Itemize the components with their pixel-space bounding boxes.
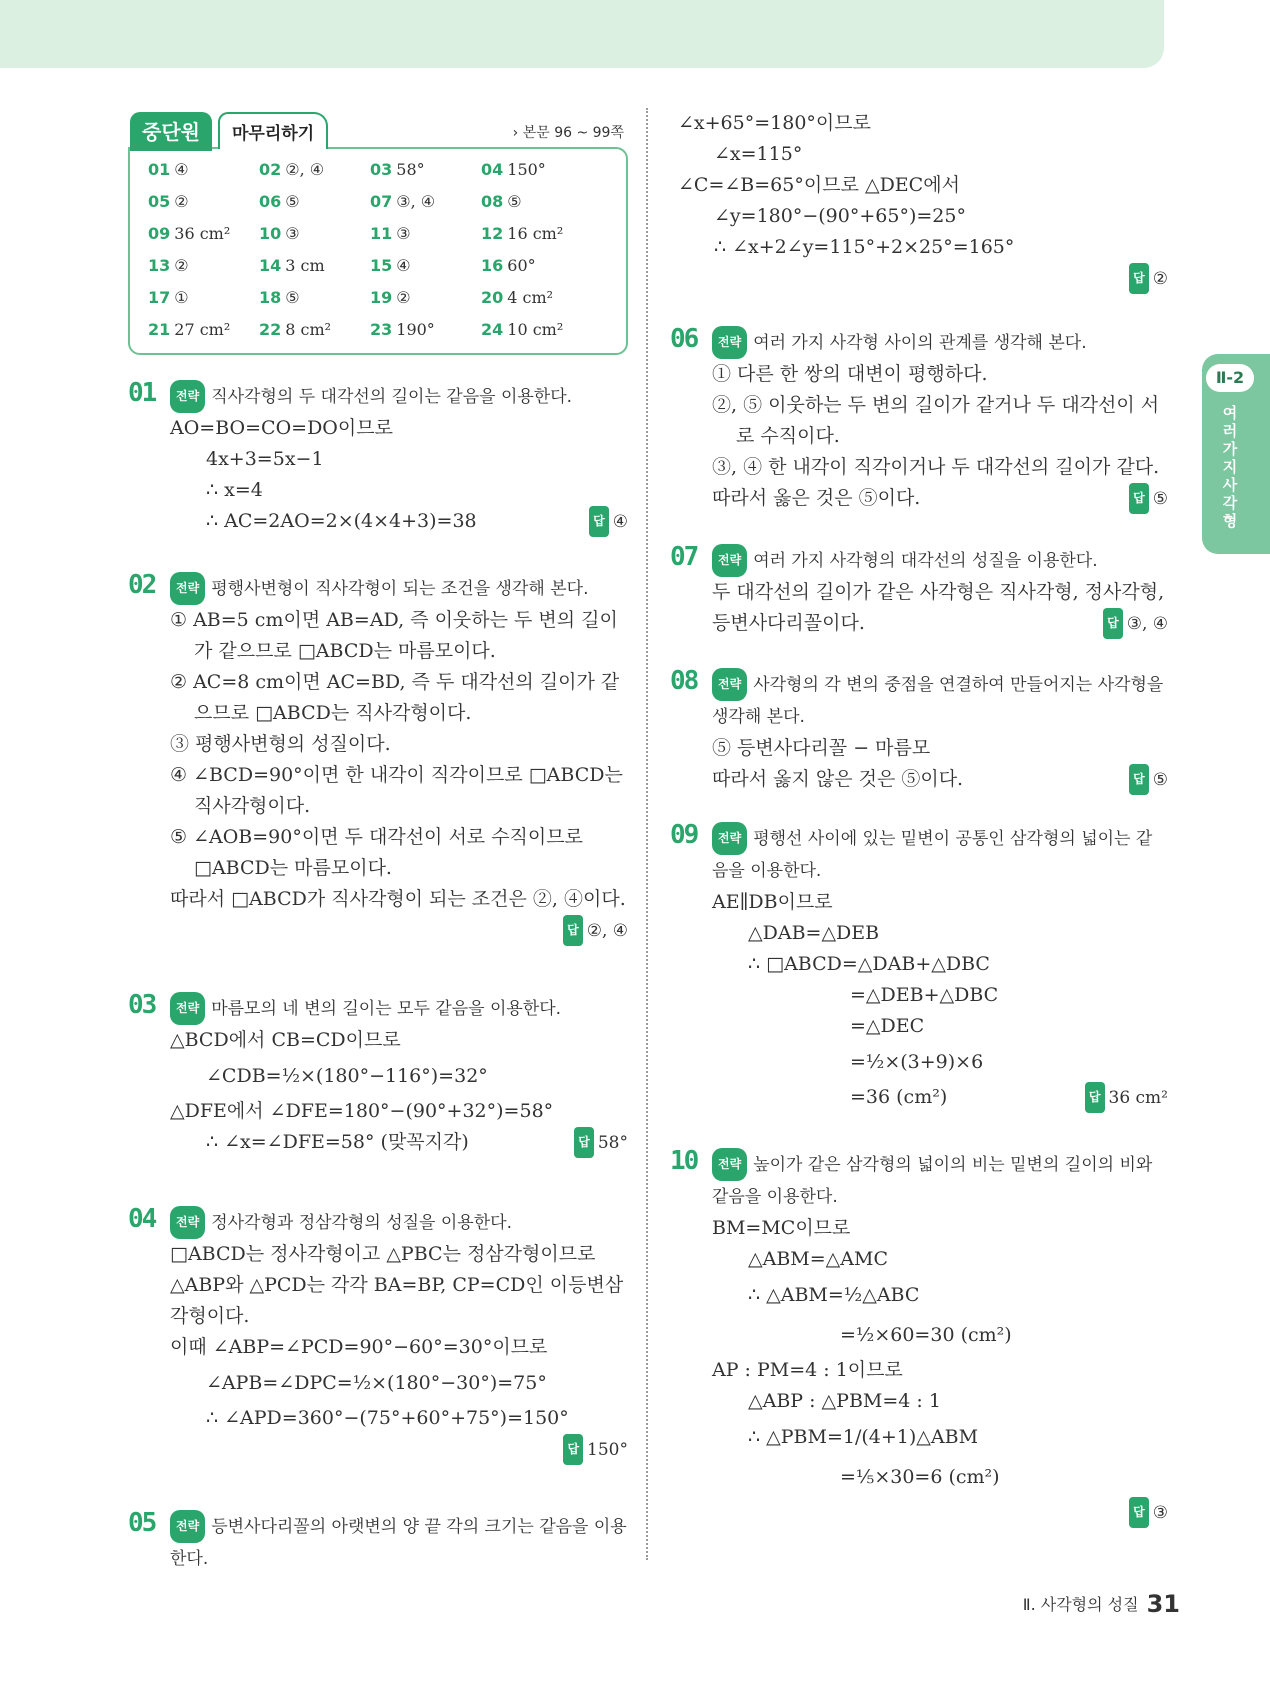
answer-key-value: 8 cm² [285,320,332,339]
answer-badge: 답 [563,1434,583,1465]
problem-number: 05 [128,1508,156,1538]
solution-line: △DAB=△DEB [748,922,880,944]
strategy-badge: 전략 [170,1206,205,1239]
problem-number: 09 [670,820,698,850]
answer-key-item [259,221,370,247]
answer-key-number: 05 [148,192,171,211]
answer-key-number: 20 [481,288,504,307]
problem-number: 01 [128,378,156,408]
solution-line: 두 대각선의 길이가 같은 사각형은 직사각형, 정사각형, 등변사다리꼴이다. [712,581,1165,634]
strategy-text: 여러 가지 사각형 사이의 관계를 생각해 본다. [753,333,1087,353]
answer-badge: 답 [1103,608,1123,639]
strategy-text: 마름모의 네 변의 길이는 모두 같음을 이용한다. [211,999,562,1019]
answer-key-tab: 중단원 [130,112,212,151]
page-number: 31 [1146,1590,1180,1618]
solution-line: ∴ □ABCD=△DAB+△DBC [748,953,990,975]
answer-badge: 답 [574,1127,594,1158]
answer-key-value: 27 cm² [174,320,231,339]
answer-key-item [148,189,259,215]
solution-line: △DFE에서 ∠DFE=180°−(90°+32°)=58° [170,1100,554,1122]
solution-line: BM=MC이므로 [712,1217,851,1239]
solution-line: ⑤ ∠AOB=90°이면 두 대각선이 서로 수직이므로 □ABCD는 마름모이다. [170,826,583,879]
solution-line: =△DEB+△DBC [850,984,999,1006]
answer-key-item [148,157,259,183]
solution-line: =½×60=30 (cm²) [840,1324,1012,1346]
solution-line: ∴ ∠x+2∠y=115°+2×25°=165° [714,236,1015,258]
solution-line: ∴ △ABM=½△ABC [748,1284,920,1306]
strategy-text: 평행사변형이 직사각형이 되는 조건을 생각해 본다. [211,579,589,599]
strategy-badge: 전략 [170,992,205,1025]
problem-number: 04 [128,1204,156,1234]
column-divider [646,108,648,1560]
answer-key-number: 12 [481,224,504,243]
answer-value: ③, ④ [1126,614,1168,634]
solution-line: ∠y=180°−(90°+65°)=25° [714,205,966,227]
answer-key-item [370,285,481,311]
solution-line: △ABP : △PBM=4 : 1 [748,1390,941,1412]
answer [563,915,628,947]
solution-line: 4x+3=5x−1 [206,448,324,470]
answer-value: ⑤ [1152,489,1168,509]
solution-line: ③ 평행사변형의 성질이다. [170,733,391,755]
solution-line: =36 (cm²) [850,1086,948,1108]
problem-number: 06 [670,324,698,354]
answer [1129,263,1168,295]
answer-key-item [481,285,592,311]
answer [1103,608,1168,640]
solution-line: △ABP와 △PCD는 각각 BA=BP, CP=CD인 이등변삼각형이다. [170,1274,624,1327]
solution-line: 이때 ∠ABP=∠PCD=90°−60°=30°이므로 [170,1336,548,1358]
problem-04 [128,1206,628,1466]
answer-key-value: ②, ④ [285,160,325,179]
answer-badge: 답 [589,506,609,537]
answer [1129,1497,1168,1529]
answer-value: ④ [612,512,628,532]
solution-line: ② AC=8 cm이면 AC=BD, 즉 두 대각선의 길이가 같으므로 □ABCD는 직사각형이다. [170,671,620,724]
strategy-badge: 전략 [712,326,747,359]
solution-line: ∠C=∠B=65°이므로 △DEC에서 [678,174,960,196]
strategy-badge: 전략 [712,822,747,855]
answer-key-number: 03 [370,160,393,179]
strategy-badge: 전략 [712,1148,747,1181]
answer [574,1127,628,1159]
answer-key-number: 02 [259,160,282,179]
answer-key-header [128,108,628,148]
solution-line: ∴ ∠x=∠DFE=58° (맞꼭지각) [206,1131,469,1153]
answer-key-item [370,221,481,247]
solution-line: △BCD에서 CB=CD이므로 [170,1029,401,1051]
answer-key-value: 58° [396,160,425,179]
answer-key-number: 17 [148,288,171,307]
answer-key-value: ② [174,192,189,211]
answer-key-item [259,157,370,183]
answer-badge: 답 [1129,483,1149,514]
solution-line: AE∥DB이므로 [712,891,833,913]
answer-key-item [481,253,592,279]
answer-key-item [148,253,259,279]
chapter-code: Ⅱ-2 [1206,364,1254,392]
top-band [0,0,1164,68]
strategy-text: 사각형의 각 변의 중점을 연결하여 만들어지는 사각형을 생각해 본다. [712,675,1164,727]
problem-06 [670,326,1168,515]
answer-key-value: 3 cm [285,256,325,275]
answer-value: 58° [597,1133,628,1153]
chapter-side-tab [1202,354,1270,554]
answer-key-item [370,157,481,183]
answer-key-number: 23 [370,320,393,339]
problem-number: 07 [670,542,698,572]
answer-key-item [259,285,370,311]
answer-key-number: 07 [370,192,393,211]
answer-key-value: 36 cm² [174,224,231,243]
problem-02 [128,572,628,947]
answer-key-value: 60° [507,256,536,275]
problem-05 [128,1510,628,1575]
strategy-badge: 전략 [170,380,205,413]
answer-value: ③ [1152,1503,1168,1523]
answer-key-item [370,253,481,279]
solution-line: ∠APB=∠DPC=½×(180°−30°)=75° [206,1372,547,1394]
answer-key-number: 01 [148,160,171,179]
solution-line: ②, ⑤ 이웃하는 두 변의 길이가 같거나 두 대각선이 서로 수직이다. [712,394,1160,447]
problem-10 [670,1148,1168,1529]
answer-key-value: ④ [174,160,189,179]
answer-key-number: 15 [370,256,393,275]
solution-line: =⅕×30=6 (cm²) [840,1466,1000,1488]
answer-key-value: 190° [396,320,435,339]
answer-key-value: ② [174,256,189,275]
chapter-side-title: 여러가지사각형 [1222,404,1238,530]
answer-badge: 답 [563,915,583,946]
answer-key-item [481,189,592,215]
answer-badge: 답 [1085,1082,1105,1113]
answer-key-number: 10 [259,224,282,243]
answer-key-item [148,285,259,311]
solution-line: ∴ ∠APD=360°−(75°+60°+75°)=150° [206,1407,569,1429]
answer-key-item [370,317,481,343]
problem-number: 03 [128,990,156,1020]
answer-key-value: 150° [507,160,546,179]
answer-key-item [259,317,370,343]
problem-number: 08 [670,666,698,696]
answer-value: 150° [587,1440,628,1460]
strategy-text: 평행선 사이에 있는 밑변이 공통인 삼각형의 넓이는 같음을 이용한다. [712,829,1153,881]
strategy-text: 정사각형과 정삼각형의 성질을 이용한다. [211,1213,512,1233]
answer-key-number: 11 [370,224,393,243]
answer-badge: 답 [1129,263,1149,294]
solution-line: 따라서 옳지 않은 것은 ⑤이다. [712,768,964,790]
answer-key-number: 08 [481,192,504,211]
answer-badge: 답 [1129,1497,1149,1528]
answer [563,1434,628,1466]
answer-key-value: ③, ④ [396,192,436,211]
strategy-text: 등변사다리꼴의 아랫변의 양 끝 각의 크기는 같음을 이용한다. [170,1517,627,1569]
answer-key-item [370,189,481,215]
answer [1085,1082,1168,1114]
answer-key-box [128,147,628,355]
answer-key-page-ref: › 본문 96 ~ 99쪽 [512,125,624,141]
answer-key-number: 18 [259,288,282,307]
answer-value: ⑤ [1152,770,1168,790]
solution-line: ∴ △PBM=1/(4+1)△ABM [748,1426,979,1448]
solution-line: △ABM=△AMC [748,1248,888,1270]
answer-key-value: 10 cm² [507,320,564,339]
strategy-text: 여러 가지 사각형의 대각선의 성질을 이용한다. [753,551,1098,571]
problem-07 [670,544,1168,640]
answer-key-value: ④ [396,256,411,275]
answer [1129,764,1168,796]
answer-key-item [148,317,259,343]
answer-value: ② [1152,269,1168,289]
answer-key-number: 14 [259,256,282,275]
solution-line: 따라서 □ABCD가 직사각형이 되는 조건은 ②, ④이다. [170,888,626,910]
answer-key-value: ① [174,288,189,307]
strategy-badge: 전략 [170,1510,205,1543]
answer-key-item [481,157,592,183]
answer-value: ②, ④ [586,921,628,941]
answer-key-number: 04 [481,160,504,179]
solution-line: ④ ∠BCD=90°이면 한 내각이 직각이므로 □ABCD는 직사각형이다. [170,764,623,817]
answer-key-value: ③ [285,224,300,243]
answer-key-item [481,221,592,247]
answer-key-value: ⑤ [285,288,300,307]
problem-number: 02 [128,570,156,600]
strategy-badge: 전략 [170,572,205,605]
answer-key-number: 19 [370,288,393,307]
solution-line: ∠CDB=½×(180°−116°)=32° [206,1065,488,1087]
answer-key-value: ② [396,288,411,307]
answer-key-value: ⑤ [285,192,300,211]
answer-key-number: 21 [148,320,171,339]
problem-09 [670,822,1168,1114]
answer-key-item [259,189,370,215]
problem-05-continued [670,108,1168,295]
problem-03 [128,992,628,1159]
problem-number: 10 [670,1146,698,1176]
answer-key-number: 09 [148,224,171,243]
answer-key-value: ⑤ [507,192,522,211]
answer-key-number: 24 [481,320,504,339]
answer-key-number: 22 [259,320,282,339]
solution-line: ③, ④ 한 내각이 직각이거나 두 대각선의 길이가 같다. [712,456,1160,478]
solution-line: ① AB=5 cm이면 AB=AD, 즉 이웃하는 두 변의 길이가 같으므로 □ABCD는 마름모이다. [170,609,618,662]
answer-key-number: 13 [148,256,171,275]
answer-key-item [481,317,592,343]
strategy-badge: 전략 [712,544,747,577]
page-footer [1000,1590,1180,1618]
answer-key-subtab: 마무리하기 [218,112,328,149]
solution-line: 따라서 옳은 것은 ⑤이다. [712,487,921,509]
strategy-text: 높이가 같은 삼각형의 넓이의 비는 밑변의 길이의 비와 같음을 이용한다. [712,1155,1153,1207]
solution-line: ∠x=115° [714,143,803,165]
answer-key-item [148,221,259,247]
solution-line: AP : PM=4 : 1이므로 [712,1359,903,1381]
strategy-badge: 전략 [712,668,747,701]
solution-line: ① 다른 한 쌍의 대변이 평행하다. [712,363,988,385]
answer-key-grid [148,157,612,343]
solution-line: □ABCD는 정사각형이고 △PBC는 정삼각형이므로 [170,1243,596,1265]
solution-line: ∴ AC=2AO=2×(4×4+3)=38 [206,510,477,532]
answer [589,506,628,538]
answer-key-value: 4 cm² [507,288,554,307]
solution-line: AO=BO=CO=DO이므로 [170,417,393,439]
solution-line: =△DEC [850,1015,925,1037]
problem-08 [670,668,1168,796]
answer-key-number: 16 [481,256,504,275]
answer-value: 36 cm² [1108,1088,1168,1108]
problem-01 [128,380,628,538]
solution-line: ⑤ 등변사다리꼴 − 마름모 [712,737,931,759]
footer-chapter: Ⅱ. 사각형의 성질 [1022,1595,1139,1614]
answer [1129,483,1168,515]
left-column [128,108,628,1569]
answer-key-number: 06 [259,192,282,211]
solution-line: ∠x+65°=180°이므로 [678,112,871,134]
solution-line: ∴ x=4 [206,479,263,501]
answer-badge: 답 [1129,764,1149,795]
answer-key-value: 16 cm² [507,224,564,243]
answer-key-value: ③ [396,224,411,243]
answer-key-item [259,253,370,279]
solution-line: =½×(3+9)×6 [850,1051,984,1073]
strategy-text: 직사각형의 두 대각선의 길이는 같음을 이용한다. [211,387,573,407]
